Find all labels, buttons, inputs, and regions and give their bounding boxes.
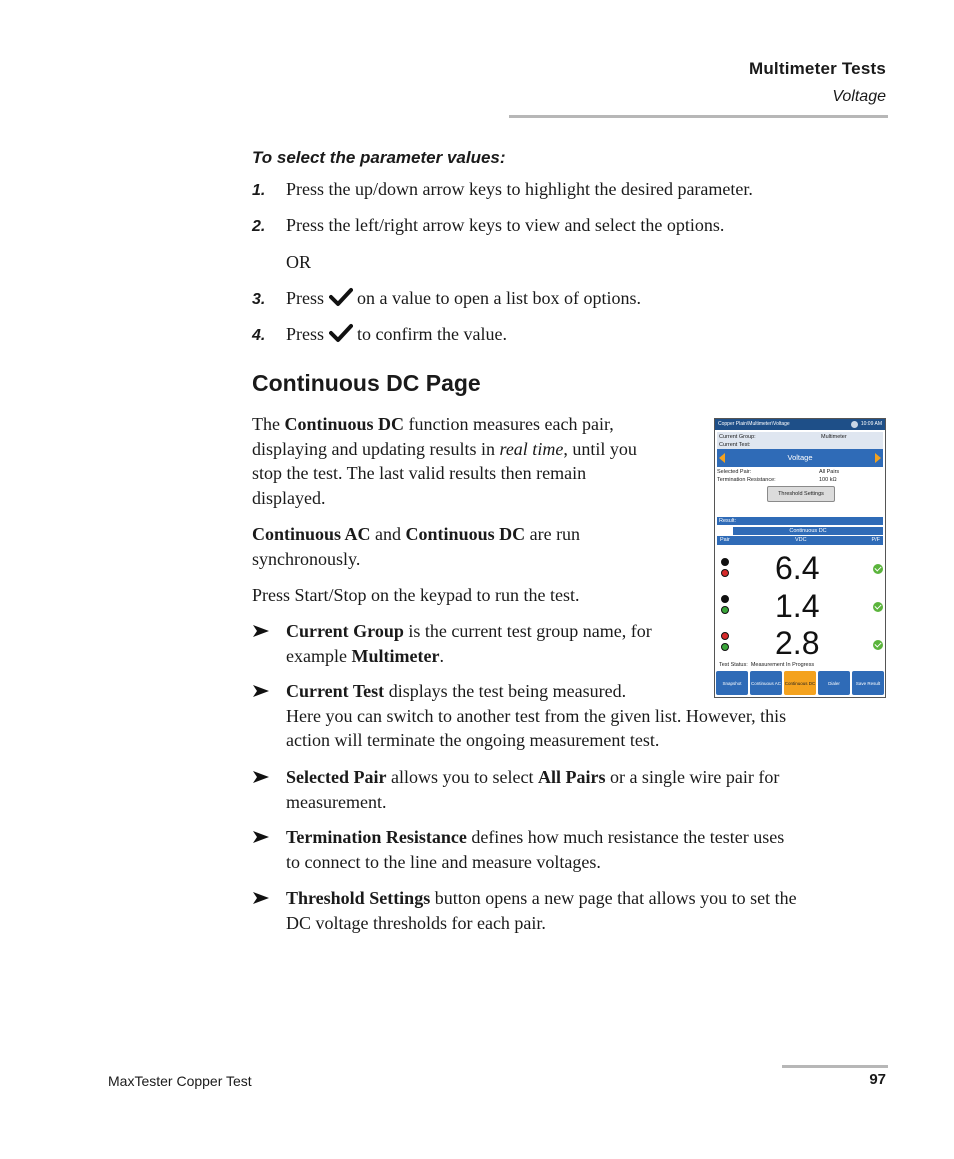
bullet-selected-pair	[252, 765, 888, 814]
tab-save-result[interactable]: Save Result	[852, 671, 884, 695]
text: allows you to select	[390, 767, 534, 787]
bullet-termination-resistance	[252, 825, 888, 874]
termination-value[interactable]: 100 kΩ	[819, 477, 837, 483]
result-bar	[717, 517, 883, 525]
bold-term: Selected Pair	[286, 767, 387, 787]
text: , until you	[563, 438, 637, 459]
text: to connect to the line and measure voltages.	[286, 851, 601, 872]
tab-snapshot[interactable]: Snapshot	[716, 671, 748, 695]
step-text: Press the up/down arrow keys to highlight the desired parameter.	[286, 179, 753, 199]
text: are run	[529, 524, 581, 544]
text: DC voltage thresholds for each pair.	[286, 912, 546, 933]
bold-term: Termination Resistance	[286, 827, 467, 847]
step-text-post: on a value to open a list box of options.	[357, 288, 641, 308]
procedure-title: To select the parameter values:	[252, 148, 506, 167]
test-status	[719, 662, 814, 668]
italic-term: real time	[499, 438, 564, 459]
current-test-label: Current Test:	[719, 442, 751, 448]
pass-icon	[873, 564, 883, 574]
step-text-pre: Press	[286, 288, 325, 308]
run-paragraph: Press Start/Stop on the keypad to run the test.	[252, 585, 580, 605]
tab-dialer[interactable]: Dialer	[818, 671, 850, 695]
pass-icon	[873, 640, 883, 650]
text: and	[375, 524, 402, 544]
current-group-label: Current Group:	[719, 434, 756, 440]
or-separator: OR	[286, 252, 312, 272]
step-number: 3.	[252, 291, 266, 308]
current-test-value: Voltage	[787, 453, 813, 462]
text: .	[439, 645, 444, 666]
text: displays the test being measured.	[388, 681, 627, 701]
step-text-pre: Press	[286, 324, 325, 344]
running-header-section: Voltage	[832, 88, 886, 105]
reading-value: 6.4	[775, 550, 820, 586]
current-group-value: Multimeter	[821, 434, 847, 440]
device-title: Copper Plain\Multimeter\Voltage	[718, 421, 790, 427]
text: Here you can switch to another test from the given list. However, this	[286, 705, 787, 726]
running-header-chapter: Multimeter Tests	[748, 59, 886, 78]
step-4	[252, 323, 507, 348]
step-text: Press the left/right arrow keys to view and select the options.	[286, 215, 725, 235]
bold-term: Current Test	[286, 681, 385, 701]
text: is the current test group name, for	[408, 621, 652, 641]
status-value: Measurement In Progress	[750, 662, 815, 668]
bold-term: Continuous DC	[405, 524, 526, 544]
device-tab-bar	[716, 671, 884, 695]
step-1	[252, 179, 753, 200]
wire-black-icon	[721, 595, 729, 603]
bullet-threshold-settings	[252, 886, 888, 935]
step-2	[252, 215, 724, 236]
checkmark-icon	[329, 287, 353, 312]
col-unit: VDC	[795, 537, 807, 543]
device-time: 10:09 AM	[860, 421, 882, 427]
step-number: 4.	[252, 327, 266, 344]
col-pf: P/F	[871, 537, 880, 543]
sync-paragraph	[252, 522, 580, 571]
reading-value: 1.4	[775, 588, 820, 624]
bold-term: Current Group	[286, 621, 404, 641]
header-rule	[509, 115, 888, 118]
checkmark-icon	[329, 323, 353, 348]
status-label: Test Status:	[719, 662, 748, 668]
section-heading: Continuous DC Page	[252, 370, 481, 396]
bold-term: Multimeter	[351, 645, 440, 666]
intro-paragraph	[252, 412, 637, 510]
bullet-arrow-icon	[252, 770, 270, 784]
text: stop the test. The last valid results then remain	[252, 463, 587, 483]
footer-product: MaxTester Copper Test	[108, 1073, 252, 1089]
selected-pair-label: Selected Pair:	[717, 469, 752, 475]
tab-continuous-dc[interactable]: Continuous DC	[784, 671, 816, 695]
text: The	[252, 414, 280, 434]
selected-pair-value[interactable]: All Pairs	[819, 469, 840, 475]
text: displayed.	[252, 487, 326, 508]
arrow-right-icon[interactable]	[875, 453, 881, 463]
wire-green-icon	[721, 606, 729, 614]
bullet-arrow-icon	[252, 891, 270, 905]
wire-green-icon	[721, 643, 729, 651]
step-number: 1.	[252, 182, 266, 199]
text: button opens a new page that allows you to set the	[434, 888, 797, 908]
step-3	[252, 287, 641, 312]
device-screenshot	[714, 418, 886, 698]
termination-label: Termination Resistance:	[717, 477, 776, 483]
step-text-post: to confirm the value.	[357, 324, 507, 344]
bold-term: Continuous AC	[252, 524, 371, 544]
text: measurement.	[286, 791, 387, 812]
reading-value: 2.8	[775, 625, 820, 661]
wire-red-icon	[721, 632, 729, 640]
text: function measures each pair,	[408, 414, 614, 434]
footer-rule	[782, 1065, 888, 1068]
bold-term: Threshold Settings	[286, 888, 431, 908]
bold-term: All Pairs	[537, 767, 606, 787]
text: synchronously.	[252, 548, 361, 569]
col-pair: Pair	[720, 537, 730, 543]
bold-term: Continuous DC	[284, 414, 405, 434]
device-title-bar	[715, 419, 885, 430]
wire-red-icon	[721, 569, 729, 577]
bullet-arrow-icon	[252, 624, 270, 638]
result-label: Result:	[719, 518, 737, 524]
result-title: Continuous DC	[733, 527, 883, 535]
tab-continuous-ac[interactable]: Continuous AC	[750, 671, 782, 695]
wire-black-icon	[721, 558, 729, 566]
text: displaying and updating results in	[252, 438, 495, 459]
arrow-left-icon[interactable]	[719, 453, 725, 463]
bullet-arrow-icon	[252, 830, 270, 844]
threshold-settings-button[interactable]: Threshold Settings	[767, 486, 835, 502]
status-icon	[851, 421, 858, 428]
text: example	[286, 645, 347, 666]
pass-icon	[873, 602, 883, 612]
bullet-arrow-icon	[252, 684, 270, 698]
text: defines how much resistance the tester uses	[471, 827, 785, 847]
page-number: 97	[869, 1071, 886, 1088]
current-test-selector[interactable]	[717, 449, 883, 467]
step-number: 2.	[252, 218, 266, 235]
text: action will terminate the ongoing measurement test.	[286, 730, 660, 750]
text: or a single wire pair for	[609, 767, 780, 787]
result-column-header	[717, 536, 883, 545]
